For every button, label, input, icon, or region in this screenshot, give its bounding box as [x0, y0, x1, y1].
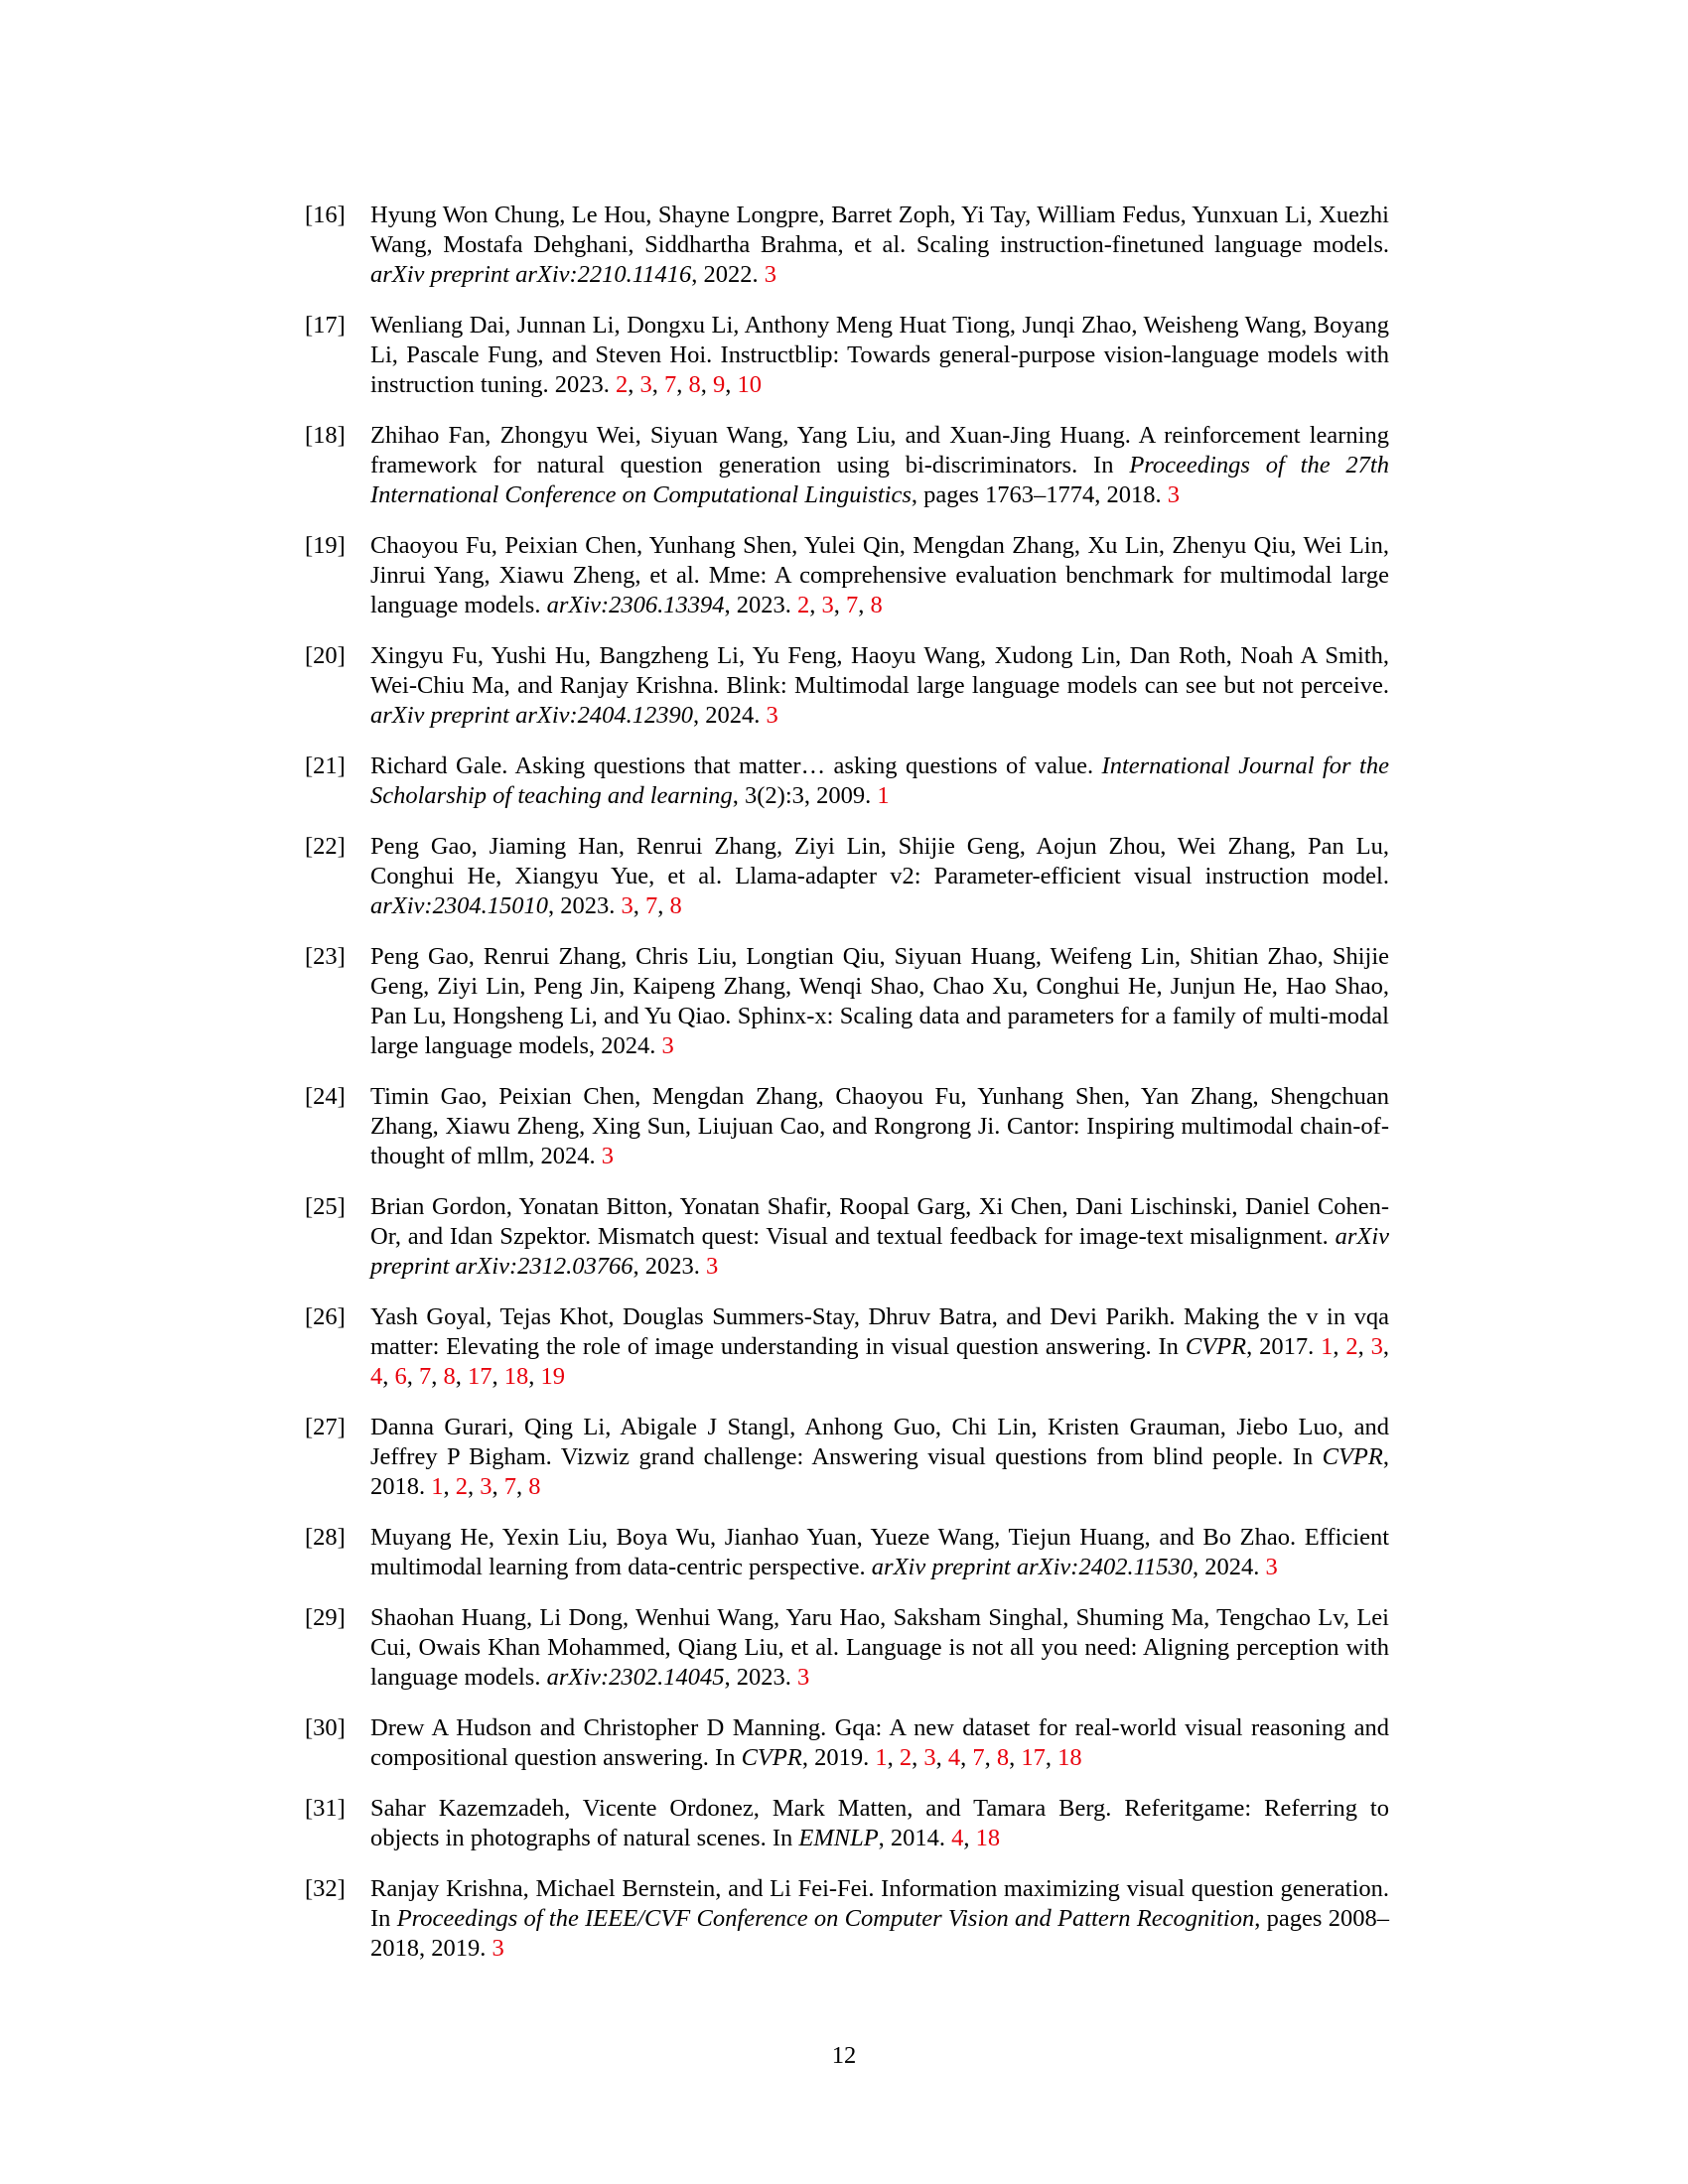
reference-item	[305, 421, 1389, 510]
backref-page-link[interactable]: 4	[370, 1363, 383, 1390]
backref-page-link[interactable]: 1	[877, 782, 890, 809]
reference-number: [31]	[305, 1795, 346, 1822]
backref-page-link[interactable]: 3	[1370, 1333, 1383, 1360]
reference-segment: Zhihao Fan, Zhongyu Wei, Siyuan Wang, Yang Liu, and Xuan-Jing Huang. A reinforcement learning framework for natural question generation using bi-discriminators. In	[370, 422, 1389, 478]
backref-page-link[interactable]: 2	[797, 592, 810, 618]
backref-page-link[interactable]: 3	[1167, 481, 1181, 508]
backref-page-link[interactable]: 8	[688, 371, 701, 398]
backref-page-link[interactable]: 3	[661, 1032, 674, 1059]
reference-number: [28]	[305, 1524, 346, 1551]
reference-text: Sahar Kazemzadeh, Vicente Ordonez, Mark Matten, and Tamara Berg. Referitgame: Referring to objects in photographs of natural scenes. In EMNLP, 2014. 4, 18	[370, 1795, 1389, 1851]
backref-page-link[interactable]: 4	[951, 1825, 964, 1851]
reference-number: [19]	[305, 532, 346, 559]
reference-number: [25]	[305, 1193, 346, 1220]
reference-segment: , 2018.	[370, 1443, 1389, 1500]
backref-page-link[interactable]: 7	[644, 892, 658, 919]
reference-text	[370, 641, 1389, 731]
reference-segment: Chaoyou Fu, Peixian Chen, Yunhang Shen, Yulei Qin, Mengdan Zhang, Xu Lin, Zhenyu Qiu, Wei Lin, Jinrui Yang, Xiawu Zheng, et al. Mme: A comprehensive evaluation benchmark for multimodal large language models.	[370, 532, 1389, 618]
reference-venue: CVPR	[1185, 1333, 1247, 1360]
reference-venue: arXiv preprint arXiv:2404.12390	[370, 702, 694, 729]
backref-page-link[interactable]: 3	[923, 1744, 936, 1771]
reference-segment: Brian Gordon, Yonatan Bitton, Yonatan Shafir, Roopal Garg, Xi Chen, Dani Lischinski, Daniel Cohen-Or, and Idan Szpektor. Mismatch quest: Visual and textual feedback for image-text misalignment.	[370, 1193, 1389, 1250]
backref-page-link[interactable]: 3	[764, 261, 776, 288]
reference-segment: , pages 1763–1774, 2018.	[911, 481, 1168, 508]
reference-venue: CVPR	[741, 1744, 802, 1771]
backref-page-link[interactable]: 3	[706, 1253, 719, 1280]
backref-page-link[interactable]: 7	[503, 1473, 516, 1500]
reference-segment: Danna Gurari, Qing Li, Abigale J Stangl, Anhong Guo, Chi Lin, Kristen Grauman, Jiebo Luo, and Jeffrey P Bigham. Vizwiz grand challenge: Answering visual questions from blind people. In	[370, 1414, 1389, 1470]
reference-segment: Peng Gao, Renrui Zhang, Chris Liu, Longtian Qiu, Siyuan Huang, Weifeng Lin, Shitian Zhao, Shijie Geng, Ziyi Lin, Peng Jin, Kaipeng Zhang, Wenqi Shao, Chao Xu, Conghui He, Junjun He, Hao Shao, Pan Lu, Hongsheng Li, and Yu Qiao. Sphinx-x: Scaling data and parameters for a family of multi-modal large language models, 2024.	[370, 943, 1389, 1059]
backref-page-link[interactable]: 3	[601, 1143, 614, 1169]
backref-page-link[interactable]: 18	[975, 1825, 1001, 1851]
reference-segment: Richard Gale. Asking questions that matter… asking questions of value.	[370, 752, 1102, 779]
reference-segment: , 2023.	[547, 892, 622, 919]
reference-number: [16]	[305, 202, 346, 228]
backref-page-link[interactable]: 18	[503, 1363, 529, 1390]
backref-page-link[interactable]: 2	[899, 1744, 913, 1771]
reference-segment: , 2024.	[1193, 1554, 1266, 1580]
backref-page-link[interactable]: 1	[875, 1744, 888, 1771]
reference-item	[305, 832, 1389, 921]
reference-item	[305, 942, 1389, 1061]
backref-page-link[interactable]: 2	[455, 1473, 468, 1500]
reference-text	[370, 1603, 1389, 1693]
reference-item	[305, 1413, 1389, 1502]
reference-segment: Ranjay Krishna, Michael Bernstein, and Li Fei-Fei. Information maximizing visual question generation. In	[370, 1875, 1389, 1932]
reference-segment: Wenliang Dai, Junnan Li, Dongxu Li, Anthony Meng Huat Tiong, Junqi Zhao, Weisheng Wang, Boyang Li, Pascale Fung, and Steven Hoi. Instructblip: Towards general-purpose vision-language models with instruction tuning. 2023.	[370, 312, 1389, 398]
reference-number: [26]	[305, 1303, 346, 1330]
backref-page-link[interactable]: 2	[1345, 1333, 1358, 1360]
reference-venue: arXiv:2306.13394	[546, 592, 725, 618]
reference-segment: Peng Gao, Jiaming Han, Renrui Zhang, Ziyi Lin, Shijie Geng, Aojun Zhou, Wei Zhang, Pan Lu, Conghui He, Xiangyu Yue, et al. Llama-adapter v2: Parameter-efficient visual instruction model.	[370, 833, 1389, 889]
reference-number: [21]	[305, 752, 346, 779]
reference-segment: Timin Gao, Peixian Chen, Mengdan Zhang, Chaoyou Fu, Yunhang Shen, Yan Zhang, Shengchuan Zhang, Xiawu Zheng, Xing Sun, Liujuan Cao, and Rongrong Ji. Cantor: Inspiring multimodal chain-of-thought of mllm, 2024.	[370, 1083, 1389, 1169]
reference-text: Wenliang Dai, Junnan Li, Dongxu Li, Anthony Meng Huat Tiong, Junqi Zhao, Weisheng Wang, Boyang Li, Pascale Fung, and Steven Hoi. Instructblip: Towards general-purpose vision-language models with instruction tuning. 2023. 2, 3, 7, 8, 9, 10	[370, 312, 1389, 398]
reference-item	[305, 1523, 1389, 1582]
backref-page-link[interactable]: 7	[419, 1363, 432, 1390]
backref-page-link[interactable]: 3	[621, 892, 633, 919]
reference-segment: , 2022.	[691, 261, 765, 288]
reference-segment: Yash Goyal, Tejas Khot, Douglas Summers-Stay, Dhruv Batra, and Devi Parikh. Making the v in vqa matter: Elevating the role of image understanding in visual question answering. In	[370, 1303, 1389, 1360]
reference-item	[305, 1794, 1389, 1853]
reference-number: [17]	[305, 312, 346, 339]
backref-page-link[interactable]: 8	[443, 1363, 456, 1390]
reference-segment: , 2014.	[878, 1825, 952, 1851]
reference-venue: arXiv preprint arXiv:2210.11416	[370, 261, 692, 288]
reference-number: [18]	[305, 422, 346, 449]
reference-segment: , 2017.	[1246, 1333, 1322, 1360]
reference-number: [20]	[305, 642, 346, 669]
backref-page-link[interactable]: 19	[540, 1363, 565, 1390]
reference-segment: , 3(2):3, 2009.	[732, 782, 878, 809]
reference-item	[305, 1082, 1389, 1171]
backref-page-link[interactable]: 18	[1057, 1744, 1082, 1771]
reference-venue: arXiv:2304.15010	[370, 892, 548, 919]
reference-venue: CVPR	[1322, 1443, 1383, 1470]
reference-text	[370, 751, 1389, 811]
reference-venue: Proceedings of the 27th International Conference on Computational Linguistics	[370, 452, 1389, 508]
reference-text	[370, 942, 1389, 1061]
reference-text	[370, 1523, 1389, 1582]
backref-page-link[interactable]: 2	[616, 371, 629, 398]
reference-text: Yash Goyal, Tejas Khot, Douglas Summers-Stay, Dhruv Batra, and Devi Parikh. Making the v in vqa matter: Elevating the role of image understanding in visual question answering. In CVPR, 2017. 1, 2, 3, 4, 6, 7, 8, 17, 18, 19	[370, 1303, 1390, 1390]
backref-page-link[interactable]: 7	[664, 371, 677, 398]
reference-text: Danna Gurari, Qing Li, Abigale J Stangl, Anhong Guo, Chi Lin, Kristen Grauman, Jiebo Luo, and Jeffrey P Bigham. Vizwiz grand challenge: Answering visual questions from blind people. In CVPR, 2018. 1, 2, 3, 7, 8	[370, 1414, 1389, 1500]
reference-number: [32]	[305, 1875, 346, 1902]
reference-item	[305, 531, 1389, 620]
reference-number: [29]	[305, 1604, 346, 1631]
backref-page-link[interactable]: 9	[713, 371, 726, 398]
reference-text: Peng Gao, Jiaming Han, Renrui Zhang, Ziyi Lin, Shijie Geng, Aojun Zhou, Wei Zhang, Pan Lu, Conghui He, Xiangyu Yue, et al. Llama-adapter v2: Parameter-efficient visual instruction model. arXiv:2304.15010, 2023. 3, 7, 8	[370, 833, 1389, 919]
reference-segment: Sahar Kazemzadeh, Vicente Ordonez, Mark Matten, and Tamara Berg. Referitgame: Referring to objects in photographs of natural scenes. In	[370, 1795, 1389, 1851]
reference-segment: , 2023.	[633, 1253, 706, 1280]
reference-text	[370, 201, 1389, 290]
reference-segment: Hyung Won Chung, Le Hou, Shayne Longpre, Barret Zoph, Yi Tay, William Fedus, Yunxuan Li, Xuezhi Wang, Mostafa Dehghani, Siddhartha Brahma, et al. Scaling instruction-finetuned language models.	[370, 202, 1389, 258]
reference-item	[305, 311, 1389, 400]
reference-item	[305, 1713, 1389, 1773]
backref-page-link[interactable]: 8	[870, 592, 883, 618]
page-number: 12	[831, 2042, 857, 2069]
reference-venue: arXiv preprint arXiv:2312.03766	[370, 1223, 1389, 1280]
reference-item	[305, 1603, 1389, 1693]
reference-text	[370, 421, 1389, 510]
backref-page-link[interactable]: 17	[468, 1363, 492, 1390]
reference-segment: , 2019.	[801, 1744, 876, 1771]
reference-item	[305, 1874, 1389, 1964]
reference-venue: Proceedings of the IEEE/CVF Conference on Computer Vision and Pattern Recognition	[396, 1905, 1255, 1932]
reference-item	[305, 201, 1389, 290]
reference-item	[305, 641, 1389, 731]
reference-text: Chaoyou Fu, Peixian Chen, Yunhang Shen, Yulei Qin, Mengdan Zhang, Xu Lin, Zhenyu Qiu, Wei Lin, Jinrui Yang, Xiawu Zheng, et al. Mme: A comprehensive evaluation benchmark for multimodal large language models. arXiv:2306.13394, 2023. 2, 3, 7, 8	[370, 532, 1389, 618]
reference-text: Drew A Hudson and Christopher D Manning. Gqa: A new dataset for real-world visual reasoning and compositional question answering. In CVPR, 2019. 1, 2, 3, 4, 7, 8, 17, 18	[370, 1714, 1389, 1771]
backref-page-link[interactable]: 1	[1321, 1333, 1334, 1360]
reference-segment: Shaohan Huang, Li Dong, Wenhui Wang, Yaru Hao, Saksham Singhal, Shuming Ma, Tengchao Lv, Lei Cui, Owais Khan Mohammed, Qiang Liu, et al. Language is not all you need: Aligning perception with language models.	[370, 1604, 1389, 1691]
backref-page-link[interactable]: 7	[846, 592, 859, 618]
backref-page-link[interactable]: 3	[766, 702, 778, 729]
reference-number: [30]	[305, 1714, 346, 1741]
reference-text	[370, 1082, 1389, 1171]
backref-page-link[interactable]: 4	[947, 1744, 961, 1771]
reference-segment: Xingyu Fu, Yushi Hu, Bangzheng Li, Yu Feng, Haoyu Wang, Xudong Lin, Dan Roth, Noah A Smith, Wei-Chiu Ma, and Ranjay Krishna. Blink: Multimodal large language models can see but not perceive.	[370, 642, 1389, 699]
reference-text	[370, 1874, 1389, 1964]
backref-page-link[interactable]: 3	[821, 592, 834, 618]
reference-number: [22]	[305, 833, 346, 860]
reference-segment: Drew A Hudson and Christopher D Manning. Gqa: A new dataset for real-world visual reasoning and compositional question answering. In	[370, 1714, 1389, 1771]
reference-venue: EMNLP	[798, 1825, 879, 1851]
reference-segment: , 2023.	[724, 592, 798, 618]
reference-item	[305, 1302, 1389, 1392]
backref-page-link[interactable]: 3	[492, 1935, 504, 1962]
reference-number: [27]	[305, 1414, 346, 1440]
reference-item	[305, 1192, 1389, 1282]
backref-page-link[interactable]: 3	[480, 1473, 492, 1500]
backref-page-link[interactable]: 1	[431, 1473, 444, 1500]
backref-page-link[interactable]: 8	[669, 892, 682, 919]
reference-segment: , pages 2008–2018, 2019.	[370, 1905, 1389, 1962]
reference-list	[305, 201, 1389, 1984]
backref-page-link[interactable]: 8	[528, 1473, 541, 1500]
reference-segment: , 2024.	[693, 702, 767, 729]
reference-number: [24]	[305, 1083, 346, 1110]
reference-venue: International Journal for the Scholarship of teaching and learning	[370, 752, 1389, 809]
reference-segment: Muyang He, Yexin Liu, Boya Wu, Jianhao Yuan, Yueze Wang, Tiejun Huang, and Bo Zhao. Efficient multimodal learning from data-centric perspective.	[370, 1524, 1389, 1580]
backref-page-link[interactable]: 7	[972, 1744, 985, 1771]
reference-item	[305, 751, 1389, 811]
backref-page-link[interactable]: 17	[1021, 1744, 1046, 1771]
reference-venue: arXiv:2302.14045	[546, 1664, 725, 1691]
backref-page-link[interactable]: 3	[797, 1664, 810, 1691]
reference-venue: arXiv preprint arXiv:2402.11530	[871, 1554, 1194, 1580]
backref-page-link[interactable]: 10	[737, 371, 763, 398]
backref-page-link[interactable]: 6	[394, 1363, 407, 1390]
backref-page-link[interactable]: 8	[996, 1744, 1010, 1771]
reference-segment: , 2023.	[724, 1664, 798, 1691]
backref-page-link[interactable]: 3	[639, 371, 652, 398]
backref-page-link[interactable]: 3	[1265, 1554, 1278, 1580]
reference-number: [23]	[305, 943, 346, 970]
reference-text	[370, 1192, 1389, 1282]
